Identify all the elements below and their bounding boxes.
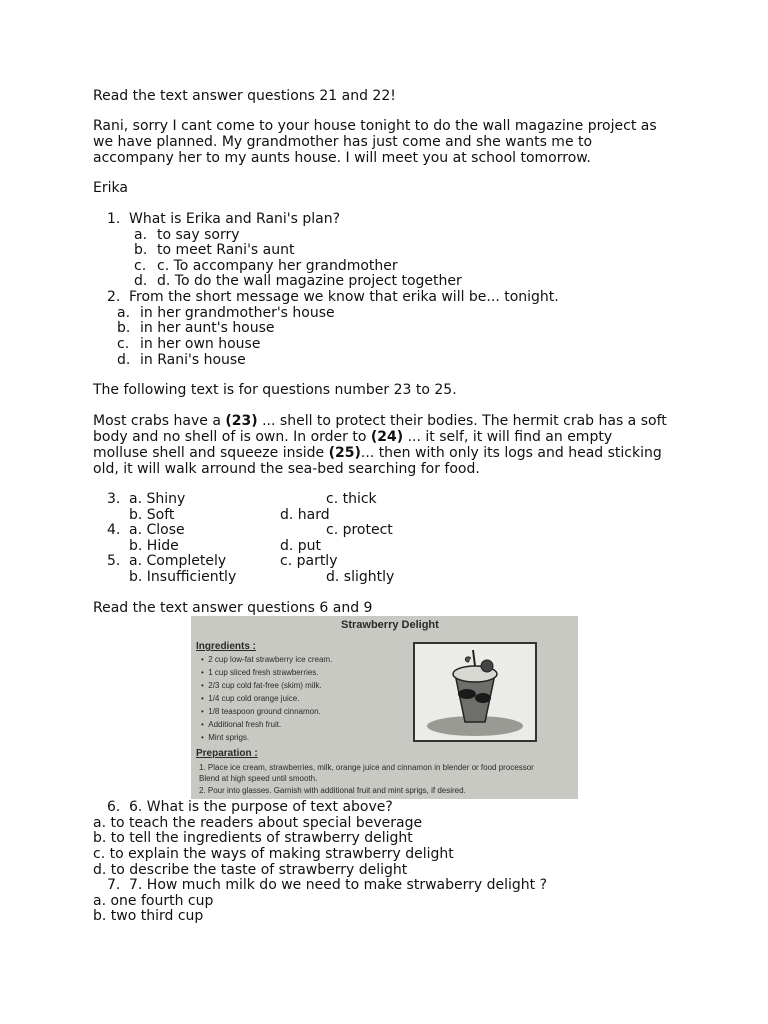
- question-number: 1.: [107, 211, 121, 227]
- message-line: Rani, sorry I cant come to your house tonight to do the wall magazine project as: [93, 118, 657, 134]
- question-text: 6. What is the purpose of text above?: [129, 799, 393, 815]
- option-letter: d.: [117, 352, 131, 368]
- preparation-step: Blend at high speed until smooth.: [199, 774, 318, 783]
- instruction-text: Read the text answer questions 6 and 9: [93, 600, 373, 616]
- recipe-photo: [191, 616, 578, 799]
- option-text: b. to tell the ingredients of strawberry delight: [93, 830, 413, 846]
- option-text: in her own house: [140, 336, 261, 352]
- option-text: in her grandmother's house: [140, 305, 335, 321]
- question-text: 7. How much milk do we need to make strwaberry delight ?: [129, 877, 548, 893]
- preparation-step: 2. Pour into glasses. Garnish with additional fruit and mint sprigs, if desired.: [199, 786, 466, 795]
- question-number: 7.: [107, 877, 121, 893]
- option-text: d. slightly: [326, 569, 395, 585]
- option-text: a. one fourth cup: [93, 893, 214, 909]
- ingredient-item: • 1/8 teaspoon ground cinnamon.: [201, 707, 321, 716]
- option-text: in Rani's house: [140, 352, 246, 368]
- ingredient-item: • 1 cup sliced fresh strawberries.: [201, 668, 319, 677]
- option-text: d. hard: [280, 507, 330, 523]
- passage-line: molluse shell and squeeze inside (25)... then with only its logs and head sticking: [93, 445, 662, 461]
- passage-line: body and no shell of is own. In order to (24) ... it self, it will find an empty: [93, 429, 613, 445]
- question-number: 6.: [107, 799, 121, 815]
- option-text: to meet Rani's aunt: [157, 242, 295, 258]
- message-line: we have planned. My grandmother has just come and she wants me to: [93, 134, 593, 150]
- instruction-text: The following text is for questions number 23 to 25.: [93, 382, 457, 398]
- option-text: a. to teach the readers about special beverage: [93, 815, 423, 831]
- option-letter: a.: [117, 305, 131, 321]
- passage-line: old, it will walk arround the sea-bed searching for food.: [93, 461, 480, 477]
- option-text: a. Shiny: [129, 491, 186, 507]
- preparation-step: 1. Place ice cream, strawberries, milk, orange juice and cinnamon in blender or food processor: [199, 763, 534, 772]
- option-letter: c.: [134, 258, 147, 274]
- ingredient-item: • 2 cup low-fat strawberry ice cream.: [201, 655, 333, 664]
- ingredient-item: • 1/4 cup cold orange juice.: [201, 694, 300, 703]
- option-text: c. partly: [280, 553, 338, 569]
- ingredient-item: • 2/3 cup cold fat-free (skim) milk.: [201, 681, 322, 690]
- option-text: a. Close: [129, 522, 185, 538]
- message-signature: Erika: [93, 180, 128, 196]
- question-text: What is Erika and Rani's plan?: [129, 211, 341, 227]
- option-text: c. thick: [326, 491, 377, 507]
- option-letter: b.: [134, 242, 148, 258]
- option-text: in her aunt's house: [140, 320, 275, 336]
- option-text: d. put: [280, 538, 322, 554]
- ingredient-item: • Mint sprigs.: [201, 733, 250, 742]
- preparation-heading: Preparation :: [196, 748, 258, 759]
- option-text: d. to describe the taste of strawberry delight: [93, 862, 408, 878]
- option-text: b. Soft: [129, 507, 175, 523]
- option-text: a. Completely: [129, 553, 227, 569]
- option-text: to say sorry: [157, 227, 240, 243]
- option-text: b. Hide: [129, 538, 179, 554]
- question-number: 3.: [107, 491, 121, 507]
- option-text: c. to explain the ways of making strawberry delight: [93, 846, 454, 862]
- option-text: b. two third cup: [93, 908, 204, 924]
- message-line: accompany her to my aunts house. I will meet you at school tomorrow.: [93, 150, 591, 166]
- option-text: b. Insufficiently: [129, 569, 237, 585]
- option-letter: c.: [117, 336, 130, 352]
- option-text: d. To do the wall magazine project together: [157, 273, 462, 289]
- passage-line: Most crabs have a (23) ... shell to protect their bodies. The hermit crab has a soft: [93, 413, 667, 429]
- option-text: c. To accompany her grandmother: [157, 258, 398, 274]
- option-letter: d.: [134, 273, 148, 289]
- question-text: From the short message we know that erika will be... tonight.: [129, 289, 559, 305]
- question-number: 5.: [107, 553, 121, 569]
- instruction-text: Read the text answer questions 21 and 22!: [93, 88, 396, 104]
- recipe-title: Strawberry Delight: [341, 619, 439, 631]
- strawberry-drink-image: [413, 642, 537, 742]
- option-letter: b.: [117, 320, 131, 336]
- option-letter: a.: [134, 227, 148, 243]
- question-number: 2.: [107, 289, 121, 305]
- option-text: c. protect: [326, 522, 393, 538]
- ingredients-heading: Ingredients :: [196, 641, 257, 652]
- ingredient-item: • Additional fresh fruit.: [201, 720, 282, 729]
- question-number: 4.: [107, 522, 121, 538]
